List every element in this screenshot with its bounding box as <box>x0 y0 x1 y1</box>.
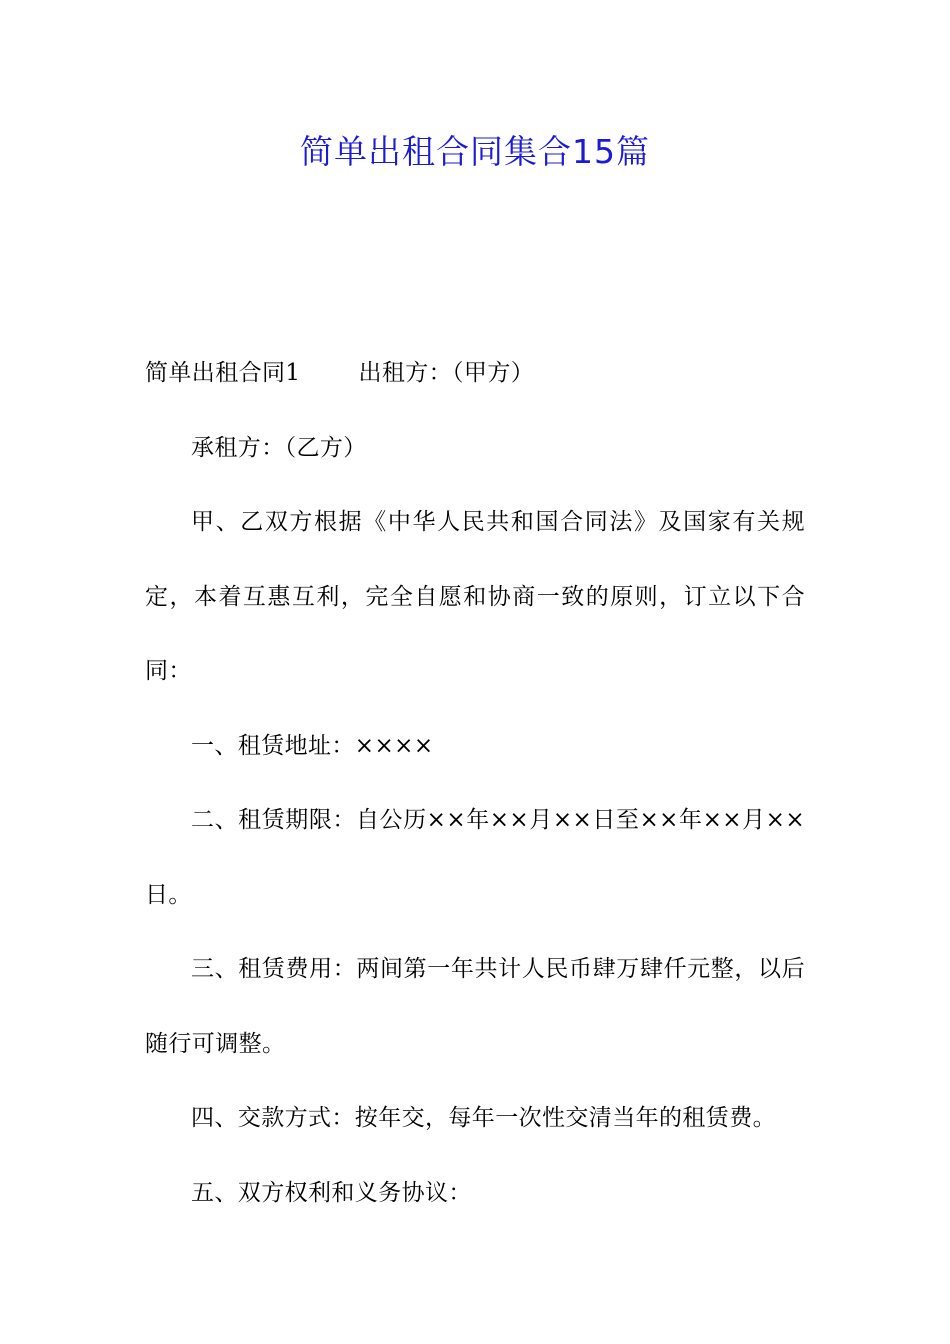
lessee-line: 承租方：（乙方） <box>191 434 367 461</box>
lessor-line: 出租方：（甲方） <box>358 360 535 386</box>
clause-5-rights: 五、双方权利和义务协议： <box>191 1179 472 1206</box>
section-heading: 简单出租合同1 <box>145 360 301 386</box>
first-paragraph <box>145 336 805 411</box>
clause-1-address: 一、租赁地址：×××× <box>191 732 434 759</box>
clause-4-payment: 四、交款方式：按年交，每年一次性交清当年的租赁费。 <box>191 1105 776 1131</box>
clause-2-term: 二、租赁期限：自公历××年××月××日至××年××月××日。 <box>145 807 805 908</box>
preamble-paragraph: 甲、乙双方根据《中华人民共和国合同法》及国家有关规定，本着互惠互利，完全自愿和协商一致的原则，订立以下合同： <box>145 509 805 684</box>
document-title: 简单出租合同集合15篇 <box>300 132 650 171</box>
clause-3-fee: 三、租赁费用：两间第一年共计人民币肆万肆仟元整，以后随行可调整。 <box>145 956 805 1057</box>
document-body <box>145 336 805 1230</box>
